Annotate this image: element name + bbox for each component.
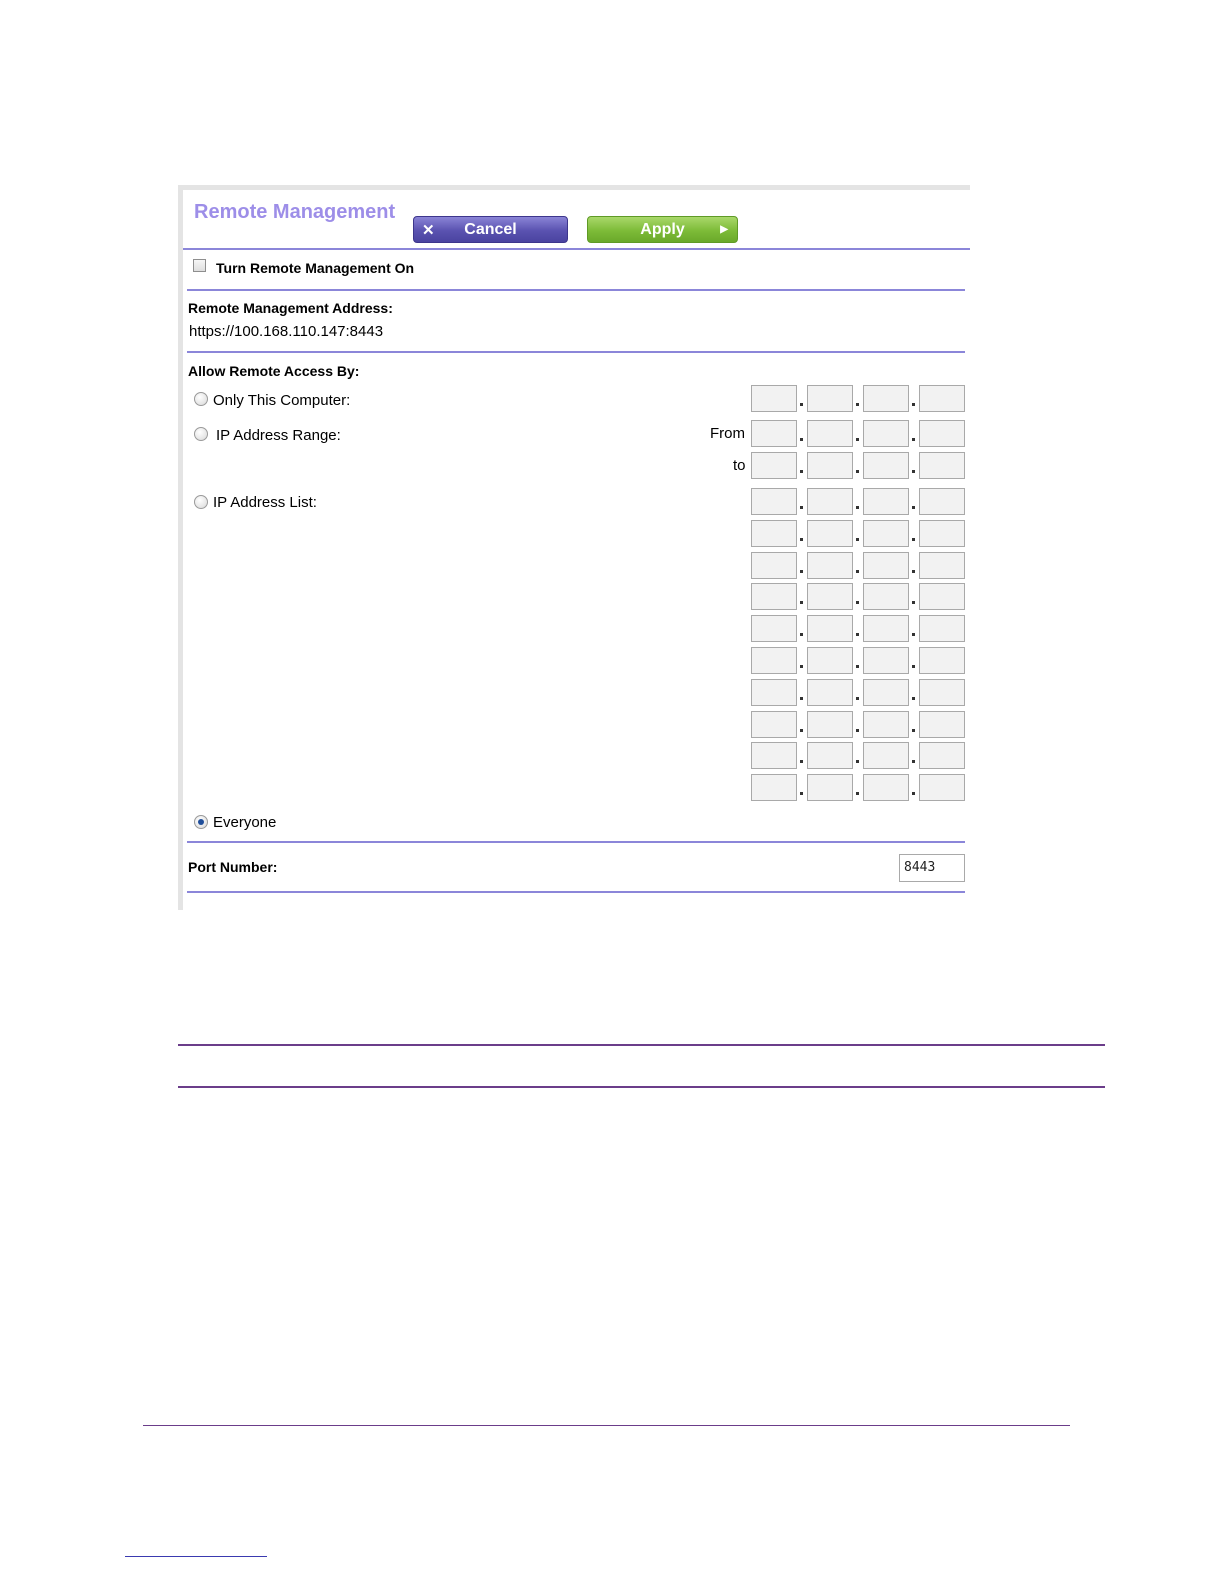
ip-separator-dot	[800, 697, 803, 700]
ip-octet-input[interactable]	[807, 452, 853, 479]
ip-separator-dot	[912, 470, 915, 473]
ip-separator-dot	[856, 538, 859, 541]
ip-octet-input[interactable]	[919, 774, 965, 801]
divider	[183, 248, 970, 250]
ip-octet-input[interactable]	[751, 742, 797, 769]
ip-octet-input[interactable]	[751, 552, 797, 579]
ip-octet-input[interactable]	[919, 552, 965, 579]
ip-separator-dot	[800, 665, 803, 668]
ip-octet-input[interactable]	[919, 615, 965, 642]
ip-separator-dot	[912, 792, 915, 795]
ip-octet-input[interactable]	[751, 520, 797, 547]
divider	[187, 351, 965, 353]
ip-separator-dot	[912, 538, 915, 541]
ip-separator-dot	[856, 697, 859, 700]
ip-octet-input[interactable]	[919, 452, 965, 479]
divider	[187, 289, 965, 291]
ip-separator-dot	[856, 403, 859, 406]
allow-remote-access-label: Allow Remote Access By:	[188, 363, 360, 379]
ip-octet-input[interactable]	[751, 615, 797, 642]
ip-separator-dot	[800, 538, 803, 541]
remote-management-address-value: https://100.168.110.147:8443	[189, 323, 384, 340]
ip-octet-input[interactable]	[751, 420, 797, 447]
port-number-input[interactable]: 8443	[899, 854, 965, 882]
ip-octet-input[interactable]	[807, 552, 853, 579]
ip-octet-input[interactable]	[919, 647, 965, 674]
ip-octet-input[interactable]	[863, 420, 909, 447]
ip-separator-dot	[856, 438, 859, 441]
ip-separator-dot	[800, 570, 803, 573]
ip-octet-input[interactable]	[919, 711, 965, 738]
ip-separator-dot	[912, 633, 915, 636]
ip-separator-dot	[800, 792, 803, 795]
panel-title: Remote Management	[194, 201, 396, 223]
ip-separator-dot	[800, 633, 803, 636]
port-number-label: Port Number:	[188, 859, 278, 875]
note-top-rule	[178, 1044, 1105, 1046]
ip-separator-dot	[800, 729, 803, 732]
ip-separator-dot	[856, 792, 859, 795]
ip-octet-input[interactable]	[807, 742, 853, 769]
ip-octet-input[interactable]	[807, 711, 853, 738]
cancel-button-label: Cancel	[464, 221, 517, 238]
ip-octet-input[interactable]	[807, 583, 853, 610]
ip-separator-dot	[800, 760, 803, 763]
remote-management-address-label: Remote Management Address:	[188, 300, 393, 316]
ip-separator-dot	[856, 506, 859, 509]
ip-address-list-radio[interactable]	[194, 495, 208, 509]
ip-separator-dot	[912, 697, 915, 700]
ip-separator-dot	[912, 760, 915, 763]
ip-octet-input[interactable]	[919, 679, 965, 706]
ip-separator-dot	[800, 601, 803, 604]
ip-separator-dot	[856, 665, 859, 668]
ip-octet-input[interactable]	[863, 488, 909, 515]
ip-octet-input[interactable]	[919, 488, 965, 515]
ip-separator-dot	[856, 729, 859, 732]
ip-separator-dot	[800, 470, 803, 473]
ip-octet-input[interactable]	[919, 520, 965, 547]
ip-separator-dot	[856, 633, 859, 636]
range-to-label: to	[733, 457, 746, 474]
divider	[187, 891, 965, 893]
only-this-computer-label: Only This Computer:	[213, 392, 351, 409]
ip-octet-input[interactable]	[863, 711, 909, 738]
ip-octet-input[interactable]	[863, 552, 909, 579]
ip-separator-dot	[912, 506, 915, 509]
ip-address-range-label: IP Address Range:	[216, 427, 341, 444]
ip-octet-input[interactable]	[751, 488, 797, 515]
ip-octet-input[interactable]	[807, 647, 853, 674]
turn-remote-management-label: Turn Remote Management On	[216, 260, 415, 276]
ip-octet-input[interactable]	[751, 774, 797, 801]
footer-link-underline	[125, 1556, 267, 1557]
ip-octet-input[interactable]	[807, 420, 853, 447]
ip-separator-dot	[800, 506, 803, 509]
ip-separator-dot	[912, 403, 915, 406]
range-from-label: From	[710, 425, 745, 442]
ip-octet-input[interactable]	[807, 385, 853, 412]
ip-octet-input[interactable]	[919, 420, 965, 447]
ip-separator-dot	[856, 601, 859, 604]
note-bottom-rule	[178, 1086, 1105, 1088]
ip-octet-input[interactable]	[919, 583, 965, 610]
ip-octet-input[interactable]	[863, 647, 909, 674]
turn-remote-management-checkbox[interactable]	[193, 259, 206, 272]
ip-octet-input[interactable]	[919, 385, 965, 412]
ip-octet-input[interactable]	[863, 679, 909, 706]
ip-octet-input[interactable]	[751, 385, 797, 412]
ip-octet-input[interactable]	[863, 520, 909, 547]
everyone-radio[interactable]	[194, 815, 208, 829]
ip-octet-input[interactable]	[919, 742, 965, 769]
ip-octet-input[interactable]	[863, 615, 909, 642]
ip-octet-input[interactable]	[807, 615, 853, 642]
ip-separator-dot	[912, 570, 915, 573]
ip-octet-input[interactable]	[751, 583, 797, 610]
ip-separator-dot	[912, 729, 915, 732]
play-arrow-icon: ▶	[720, 224, 728, 235]
ip-octet-input[interactable]	[751, 711, 797, 738]
ip-octet-input[interactable]	[807, 679, 853, 706]
ip-separator-dot	[800, 403, 803, 406]
ip-octet-input[interactable]	[807, 774, 853, 801]
ip-octet-input[interactable]	[751, 647, 797, 674]
ip-separator-dot	[912, 438, 915, 441]
ip-separator-dot	[856, 760, 859, 763]
cancel-button[interactable]	[413, 216, 568, 243]
ip-address-list-label: IP Address List:	[213, 494, 317, 511]
ip-octet-input[interactable]	[807, 488, 853, 515]
ip-octet-input[interactable]	[863, 583, 909, 610]
only-this-computer-radio[interactable]	[194, 392, 208, 406]
ip-octet-input[interactable]	[863, 452, 909, 479]
ip-separator-dot	[856, 570, 859, 573]
ip-octet-input[interactable]	[807, 520, 853, 547]
remote-management-panel	[178, 185, 970, 910]
ip-octet-input[interactable]	[751, 679, 797, 706]
ip-address-range-radio[interactable]	[194, 427, 208, 441]
apply-button-label: Apply	[640, 221, 685, 238]
divider	[187, 841, 965, 843]
footer-rule	[143, 1425, 1070, 1426]
ip-octet-input[interactable]	[863, 742, 909, 769]
ip-separator-dot	[800, 438, 803, 441]
close-icon: ✕	[422, 222, 435, 239]
ip-octet-input[interactable]	[751, 452, 797, 479]
apply-button[interactable]	[587, 216, 738, 243]
ip-separator-dot	[856, 470, 859, 473]
ip-octet-input[interactable]	[863, 385, 909, 412]
ip-separator-dot	[912, 665, 915, 668]
ip-separator-dot	[912, 601, 915, 604]
everyone-label: Everyone	[213, 814, 277, 831]
ip-octet-input[interactable]	[863, 774, 909, 801]
